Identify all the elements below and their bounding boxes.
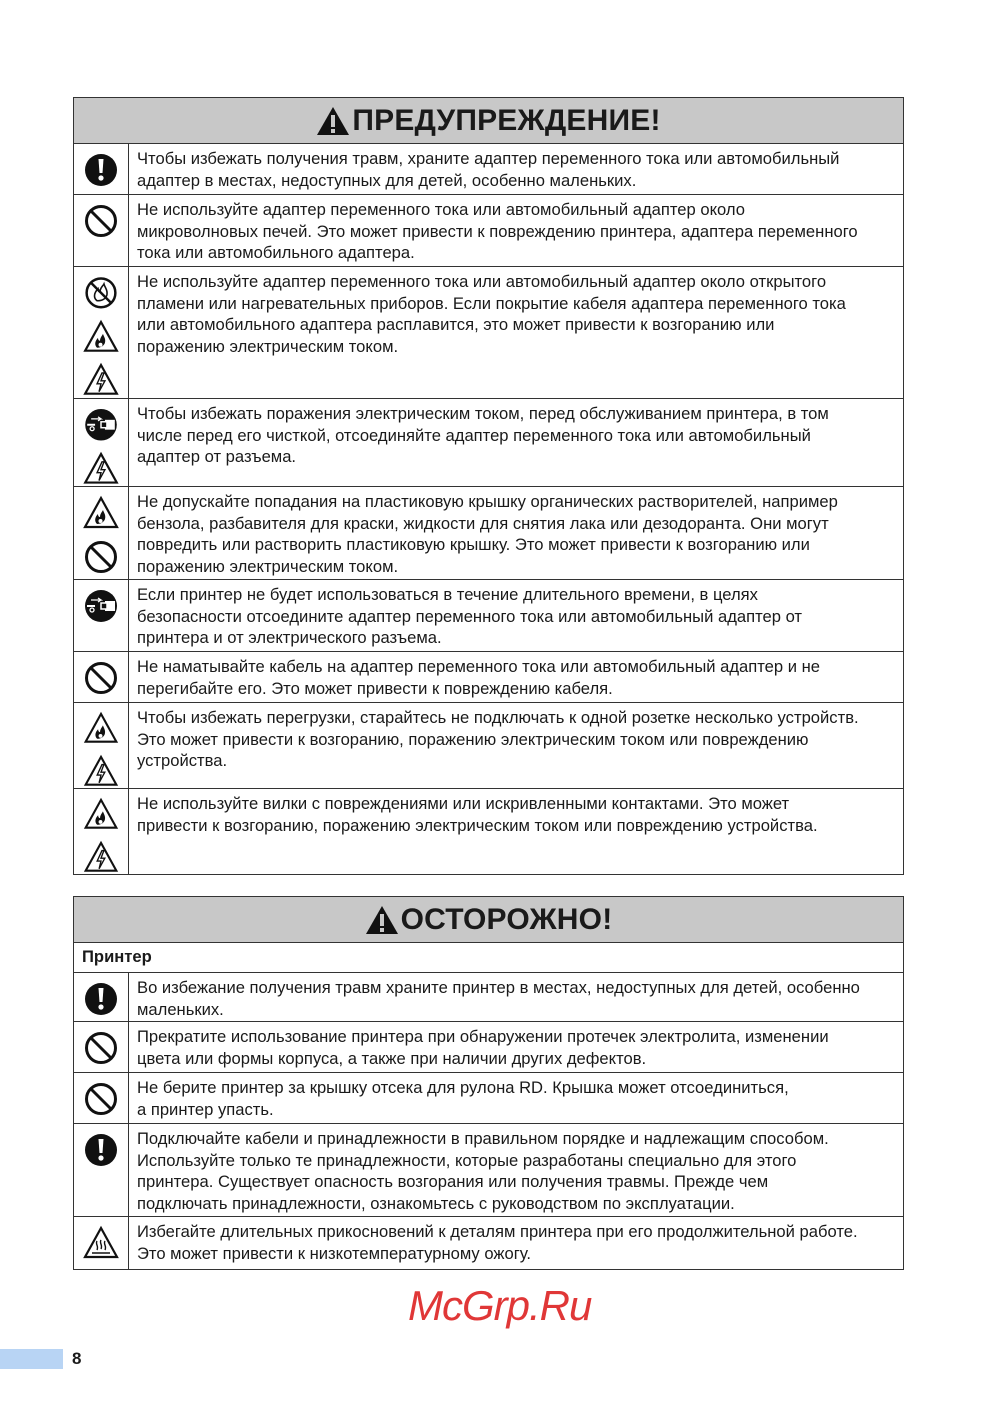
table-row	[74, 973, 903, 1022]
mandatory-icon	[83, 981, 119, 1017]
icon-cell	[74, 267, 129, 398]
row-text: Чтобы избежать получения травм, храните адаптер переменного тока или автомобильный адаптер в местах, недоступных для детей, особенно маленьких.	[137, 149, 840, 190]
electric-shock-icon	[83, 840, 119, 875]
page-number: 8	[72, 1349, 82, 1368]
page-tab-marker	[0, 1349, 63, 1369]
hot-surface-icon	[83, 1225, 119, 1261]
icon-cell	[74, 1124, 129, 1216]
table-row	[74, 703, 903, 789]
electric-shock-icon	[83, 451, 119, 487]
icon-cell	[74, 703, 129, 788]
row-text: Не берите принтер за крышку отсека для рулона RD. Крышка может отсоединиться, а принтер упасть.	[137, 1078, 789, 1119]
prohibited-icon	[83, 539, 119, 575]
icon-cell	[74, 1073, 129, 1123]
fire-hazard-icon	[83, 495, 119, 531]
prohibited-icon	[83, 660, 119, 696]
icon-cell	[74, 144, 129, 194]
icon-cell	[74, 487, 129, 579]
warning-triangle-icon	[316, 106, 350, 136]
fire-hazard-icon	[83, 319, 119, 355]
warning-table	[73, 97, 904, 875]
prohibited-icon	[83, 1081, 119, 1117]
warning-header	[74, 98, 903, 144]
icon-cell	[74, 580, 129, 651]
row-text: Не наматывайте кабель на адаптер переменного тока или автомобильный адаптер и не перегибайте его. Это может привести к повреждению кабеля.	[137, 657, 821, 698]
table-row	[74, 652, 903, 703]
row-text: Не используйте адаптер переменного тока или автомобильный адаптер около микроволновых печей. Это может привести к повреждению принтера, адаптера переменного тока или автомобильного адаптера.	[137, 200, 858, 263]
row-text: Если принтер не будет использоваться в течение длительного времени, в целях безопасности отсоедините адаптер переменного тока или автомобильный адаптер от принтера и от электрического разъема.	[137, 585, 803, 648]
table-row	[74, 1073, 903, 1124]
table-row	[74, 789, 903, 874]
icon-cell	[74, 789, 129, 874]
icon-cell	[74, 399, 129, 486]
prohibited-icon	[83, 203, 119, 239]
section-label: Принтер	[74, 943, 903, 973]
watermark: McGrp.Ru	[408, 1282, 592, 1329]
icon-cell	[74, 1022, 129, 1072]
fire-hazard-icon	[83, 797, 119, 832]
caution-title: ОСТОРОЖНО!	[400, 902, 613, 936]
warning-title: ПРЕДУПРЕЖДЕНИЕ!	[352, 103, 661, 137]
icon-cell	[74, 652, 129, 702]
icon-cell	[74, 195, 129, 266]
caution-header	[74, 897, 903, 943]
icon-cell	[74, 973, 129, 1021]
table-row	[74, 1022, 903, 1073]
row-text: Не допускайте попадания на пластиковую крышку органических растворителей, например бензола, разбавителя для краски, жидкости для снятия лака или дезодоранта. Они могут повредить или растворить пластиковую крышку. Это может привести к возгоранию или поражению электрическим током.	[137, 492, 838, 576]
no-fire-icon	[83, 275, 119, 311]
fire-hazard-icon	[83, 711, 119, 746]
caution-table	[73, 896, 904, 1270]
row-text: Во избежание получения травм храните принтер в местах, недоступных для детей, особенно маленьких.	[137, 978, 860, 1019]
icon-cell	[74, 1217, 129, 1269]
table-row	[74, 399, 903, 487]
row-text: Прекратите использование принтера при обнаружении протечек электролита, изменении цвета или формы корпуса, а также при наличии других дефектов.	[137, 1027, 829, 1068]
table-row	[74, 1124, 903, 1217]
row-text: Чтобы избежать перегрузки, старайтесь не подключать к одной розетке несколько устройств. Это может привести к возгоранию, поражению электрическим током или повреждению устройства.	[137, 708, 859, 771]
row-text: Не используйте вилки с повреждениями или искривленными контактами. Это может привести к возгоранию, поражению электрическим током или повреждению устройства.	[137, 794, 818, 835]
row-text: Не используйте адаптер переменного тока или автомобильный адаптер около открытого пламени или нагревательных приборов. Если покрытие кабеля адаптера переменного тока или автомобильного адаптера расплавится, это может привести к возгоранию или поражению электрическим током.	[137, 272, 846, 356]
row-text: Подключайте кабели и принадлежности в правильном порядке и надлежащим способом. Используйте только те принадлежности, которые разработаны специально для этого принтера. Существует опасность возгорания или получения травмы. Прежде чем подключать принадлежности, ознакомьтесь с руководством по эксплуатации.	[137, 1129, 829, 1213]
electric-shock-icon	[83, 754, 119, 789]
row-text: Чтобы избежать поражения электрическим током, перед обслуживанием принтера, в том числе перед его чисткой, отсоединяйте адаптер переменного тока или автомобильный адаптер от разъема.	[137, 404, 829, 467]
unplug-icon	[83, 588, 119, 624]
prohibited-icon	[83, 1030, 119, 1066]
table-row	[74, 487, 903, 580]
table-row	[74, 195, 903, 267]
mandatory-icon	[83, 1132, 119, 1168]
table-row	[74, 1217, 903, 1269]
mandatory-icon	[83, 152, 119, 188]
table-row	[74, 144, 903, 195]
table-row	[74, 580, 903, 652]
unplug-icon	[83, 407, 119, 443]
electric-shock-icon	[83, 362, 119, 398]
warning-triangle-icon	[365, 905, 399, 935]
row-text: Избегайте длительных прикосновений к деталям принтера при его продолжительной работе. Это может привести к низкотемпературному ожогу.	[137, 1222, 858, 1263]
table-row	[74, 267, 903, 399]
